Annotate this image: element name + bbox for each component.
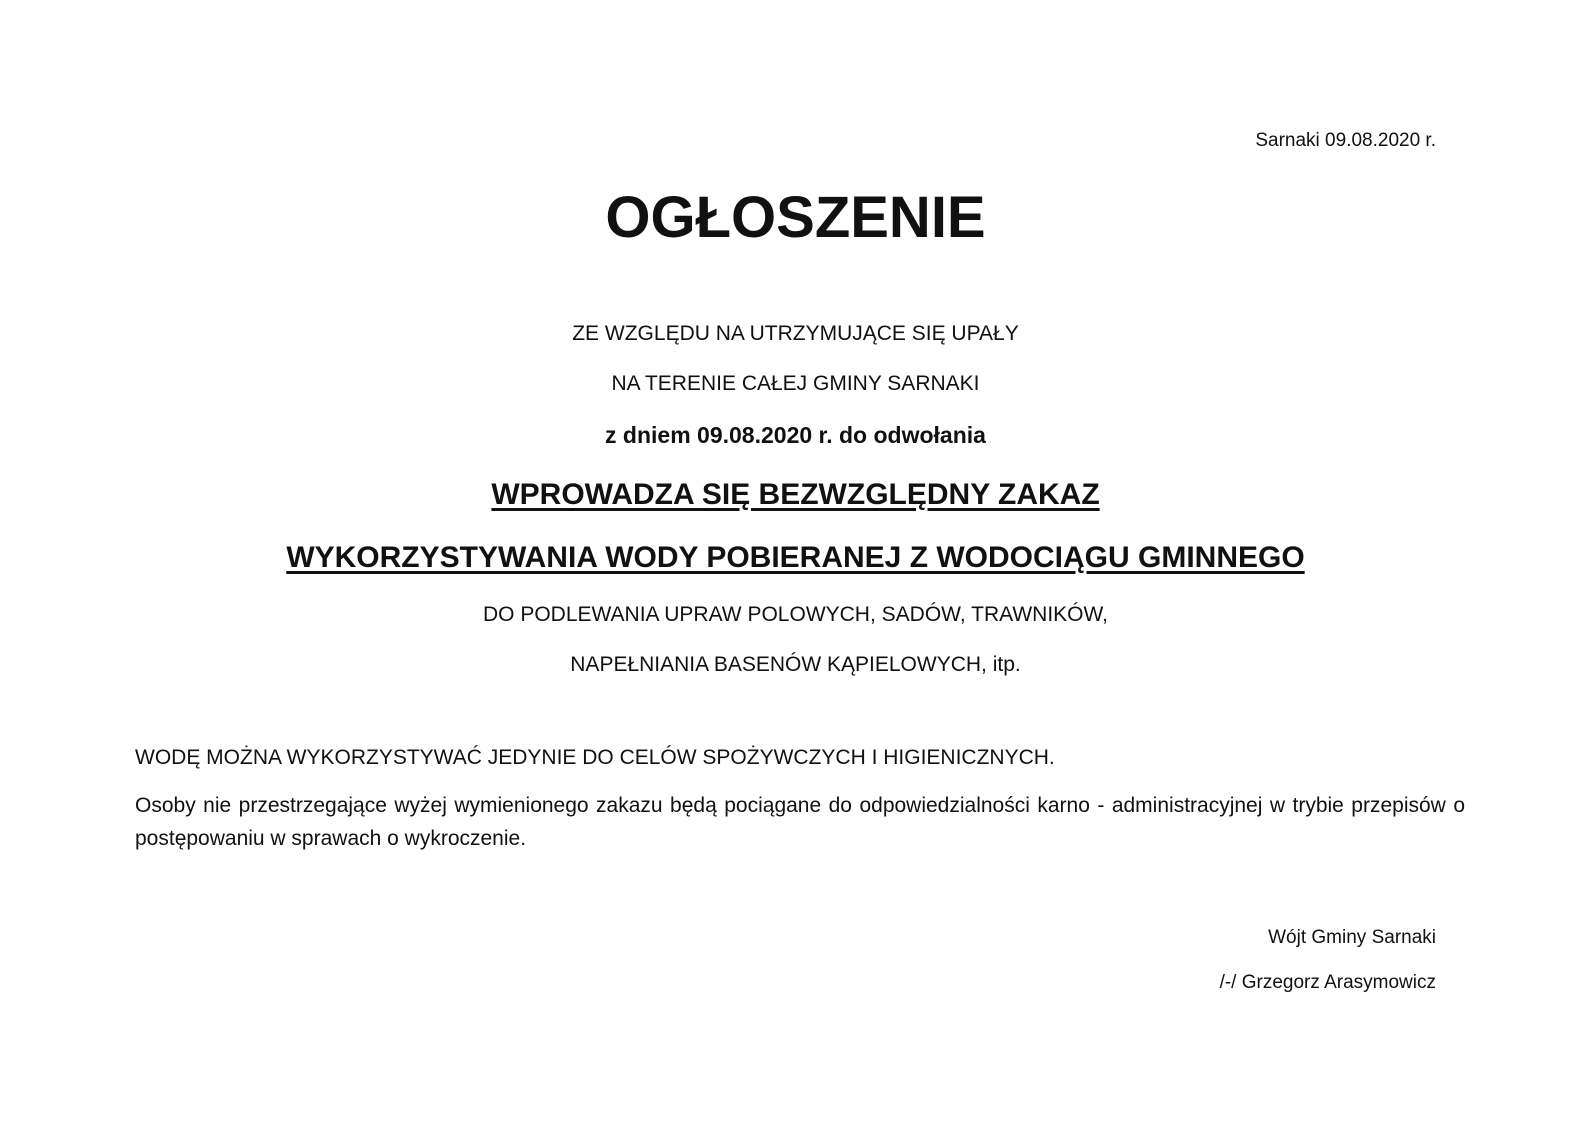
paragraph-penalty: Osoby nie przestrzegające wyżej wymienionego zakazu będą pociągane do odpowiedzialności karno - administracyjnej w trybie przepisów o postępowaniu w sprawach o wykroczenie. <box>135 794 1465 850</box>
document-title: OGŁOSZENIE <box>605 185 986 250</box>
paragraph-allowed-use: WODĘ MOŻNA WYKORZYSTYWAĆ JEDYNIE DO CELÓW SPOŻYWCZYCH I HIGIENICZNYCH. <box>135 746 1055 769</box>
announcement-line-heat: ZE WZGLĘDU NA UTRZYMUJĄCE SIĘ UPAŁY <box>572 322 1019 345</box>
document-date: Sarnaki 09.08.2020 r. <box>1255 130 1436 151</box>
announcement-line-area: NA TERENIE CAŁEJ GMINY SARNAKI <box>611 372 980 395</box>
announcement-line-effective-date: z dniem 09.08.2020 r. do odwołania <box>605 422 986 448</box>
announcement-line-watering: DO PODLEWANIA UPRAW POLOWYCH, SADÓW, TRAWNIKÓW, <box>482 603 1108 626</box>
announcement-line-pools: NAPEŁNIANIA BASENÓW KĄPIELOWYCH, itp. <box>570 653 1021 676</box>
signature-block <box>1220 915 1436 1005</box>
signature-position: Wójt Gminy Sarnaki <box>1268 927 1436 948</box>
signature-name: /-/ Grzegorz Arasymowicz <box>1219 972 1436 993</box>
announcement-line-ban: WPROWADZA SIĘ BEZWZGLĘDNY ZAKAZ <box>491 478 1100 511</box>
announcement-line-water-usage: WYKORZYSTYWANIA WODY POBIERANEJ Z WODOCIĄGU GMINNEGO <box>286 541 1305 574</box>
